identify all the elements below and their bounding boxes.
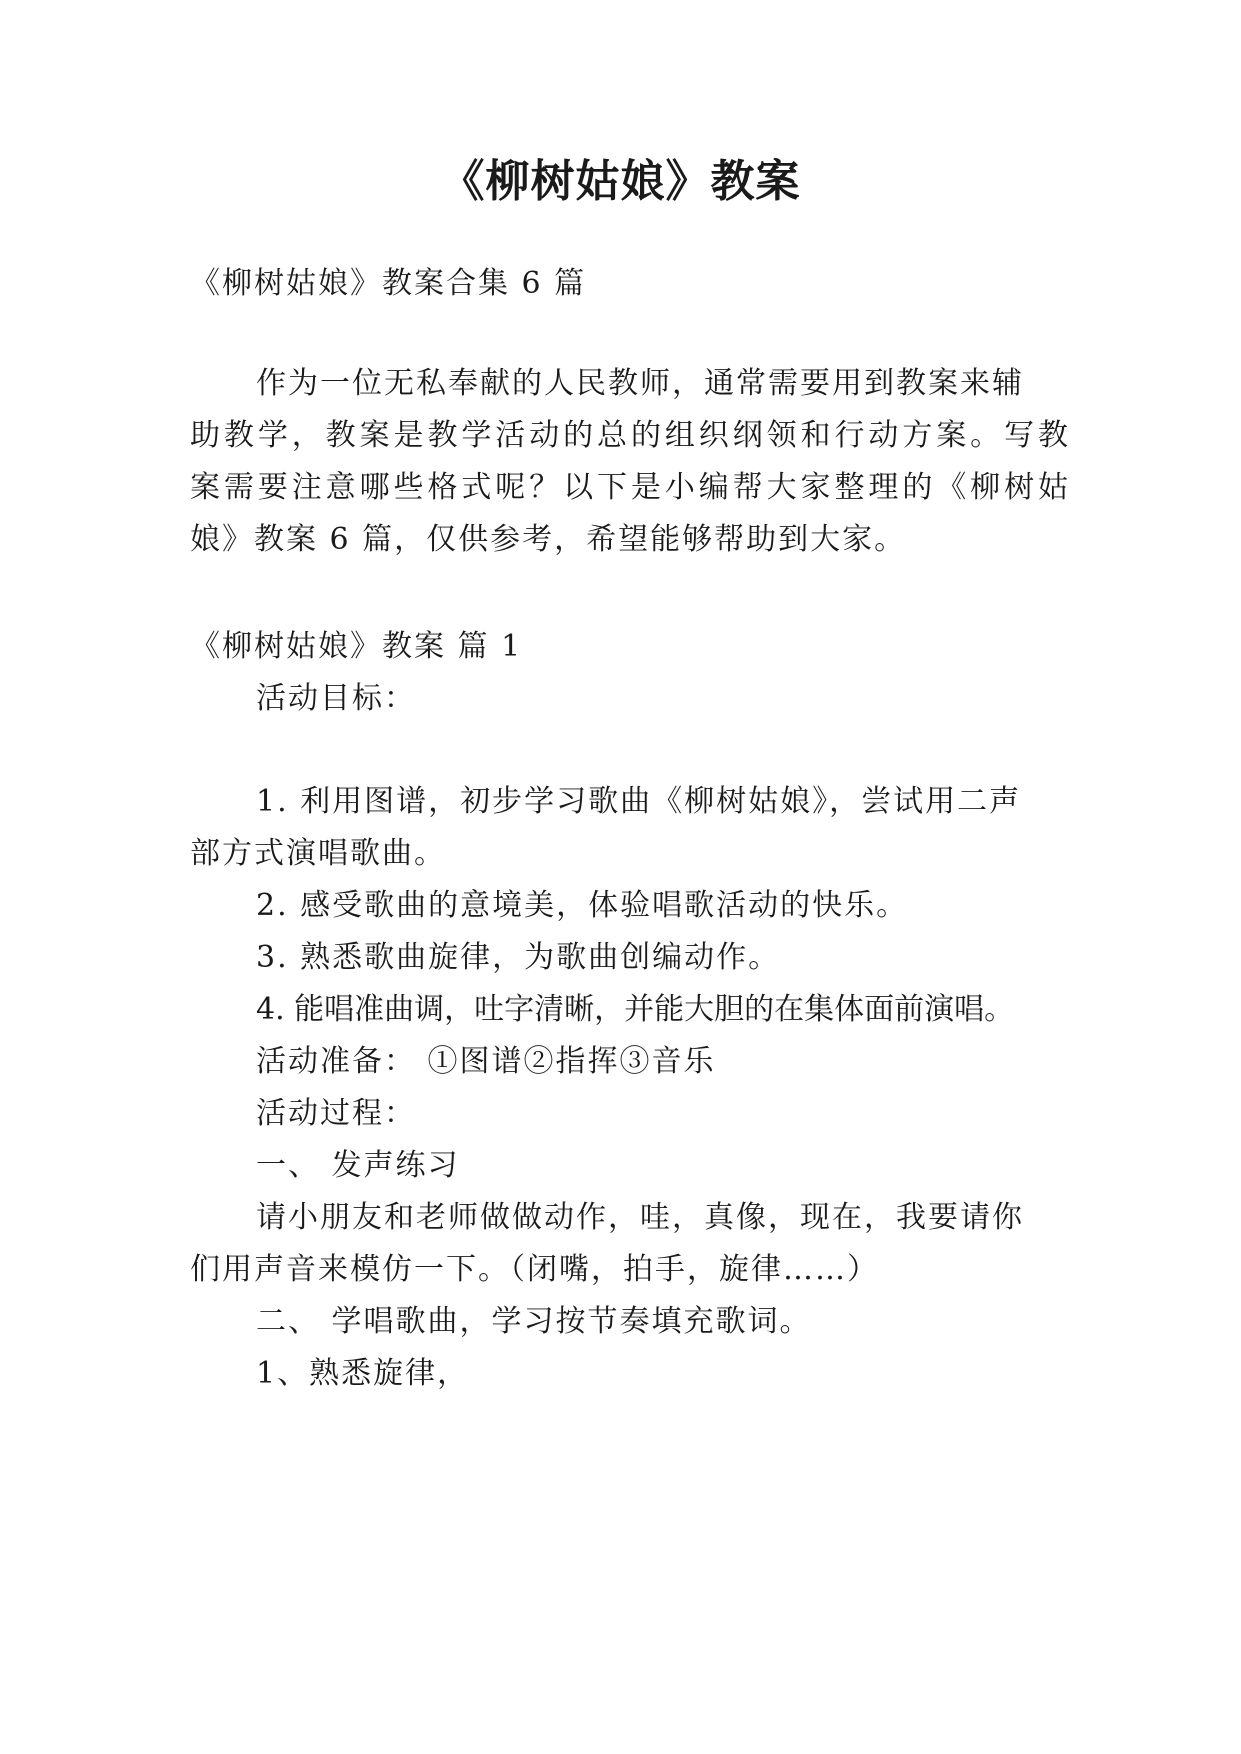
- activity-preparation: 活动准备： ①图谱②指挥③音乐: [256, 1044, 716, 1079]
- process-label: 活动过程：: [256, 1096, 416, 1131]
- step-1-text-line-1: 请小朋友和老师做做动作，哇，真像，现在，我要请你: [256, 1200, 1024, 1235]
- goal-3: 3. 熟悉歌曲旋律，为歌曲创编动作。: [256, 940, 781, 975]
- intro-line-1: 作为一位无私奉献的人民教师，通常需要用到教案来辅: [256, 366, 1024, 401]
- intro-line-3: 案需要注意哪些格式呢？以下是小编帮大家整理的《柳树姑: [190, 470, 1070, 505]
- intro-line-2: 助教学，教案是教学活动的总的组织纲领和行动方案。写教: [190, 418, 1070, 453]
- goal-2: 2. 感受歌曲的意境美，体验唱歌活动的快乐。: [256, 888, 909, 923]
- step-2-heading: 二、 学唱歌曲，学习按节奏填充歌词。: [256, 1304, 812, 1339]
- step-1-text-line-2: 们用声音来模仿一下。（闭嘴，拍手，旋律……）: [190, 1252, 879, 1287]
- goal-1-line-1: 1. 利用图谱，初步学习歌曲《柳树姑娘》，尝试用二声: [256, 784, 1022, 819]
- document-title: 《柳树姑娘》教案: [440, 156, 801, 207]
- step-2-item-1: 1、熟悉旋律，: [256, 1356, 470, 1391]
- step-1-heading: 一、 发声练习: [256, 1148, 460, 1183]
- goal-4: 4. 能唱准曲调，吐字清晰，并能大胆的在集体面前演唱。: [256, 992, 1015, 1027]
- goals-label: 活动目标：: [256, 681, 416, 716]
- goal-1-line-2: 部方式演唱歌曲。: [190, 836, 446, 871]
- section-heading: 《柳树姑娘》教案 篇 1: [190, 629, 523, 664]
- intro-line-4: 娘》教案 6 篇，仅供参考，希望能够帮助到大家。: [190, 522, 907, 557]
- document-subtitle: 《柳树姑娘》教案合集 6 篇: [190, 266, 587, 301]
